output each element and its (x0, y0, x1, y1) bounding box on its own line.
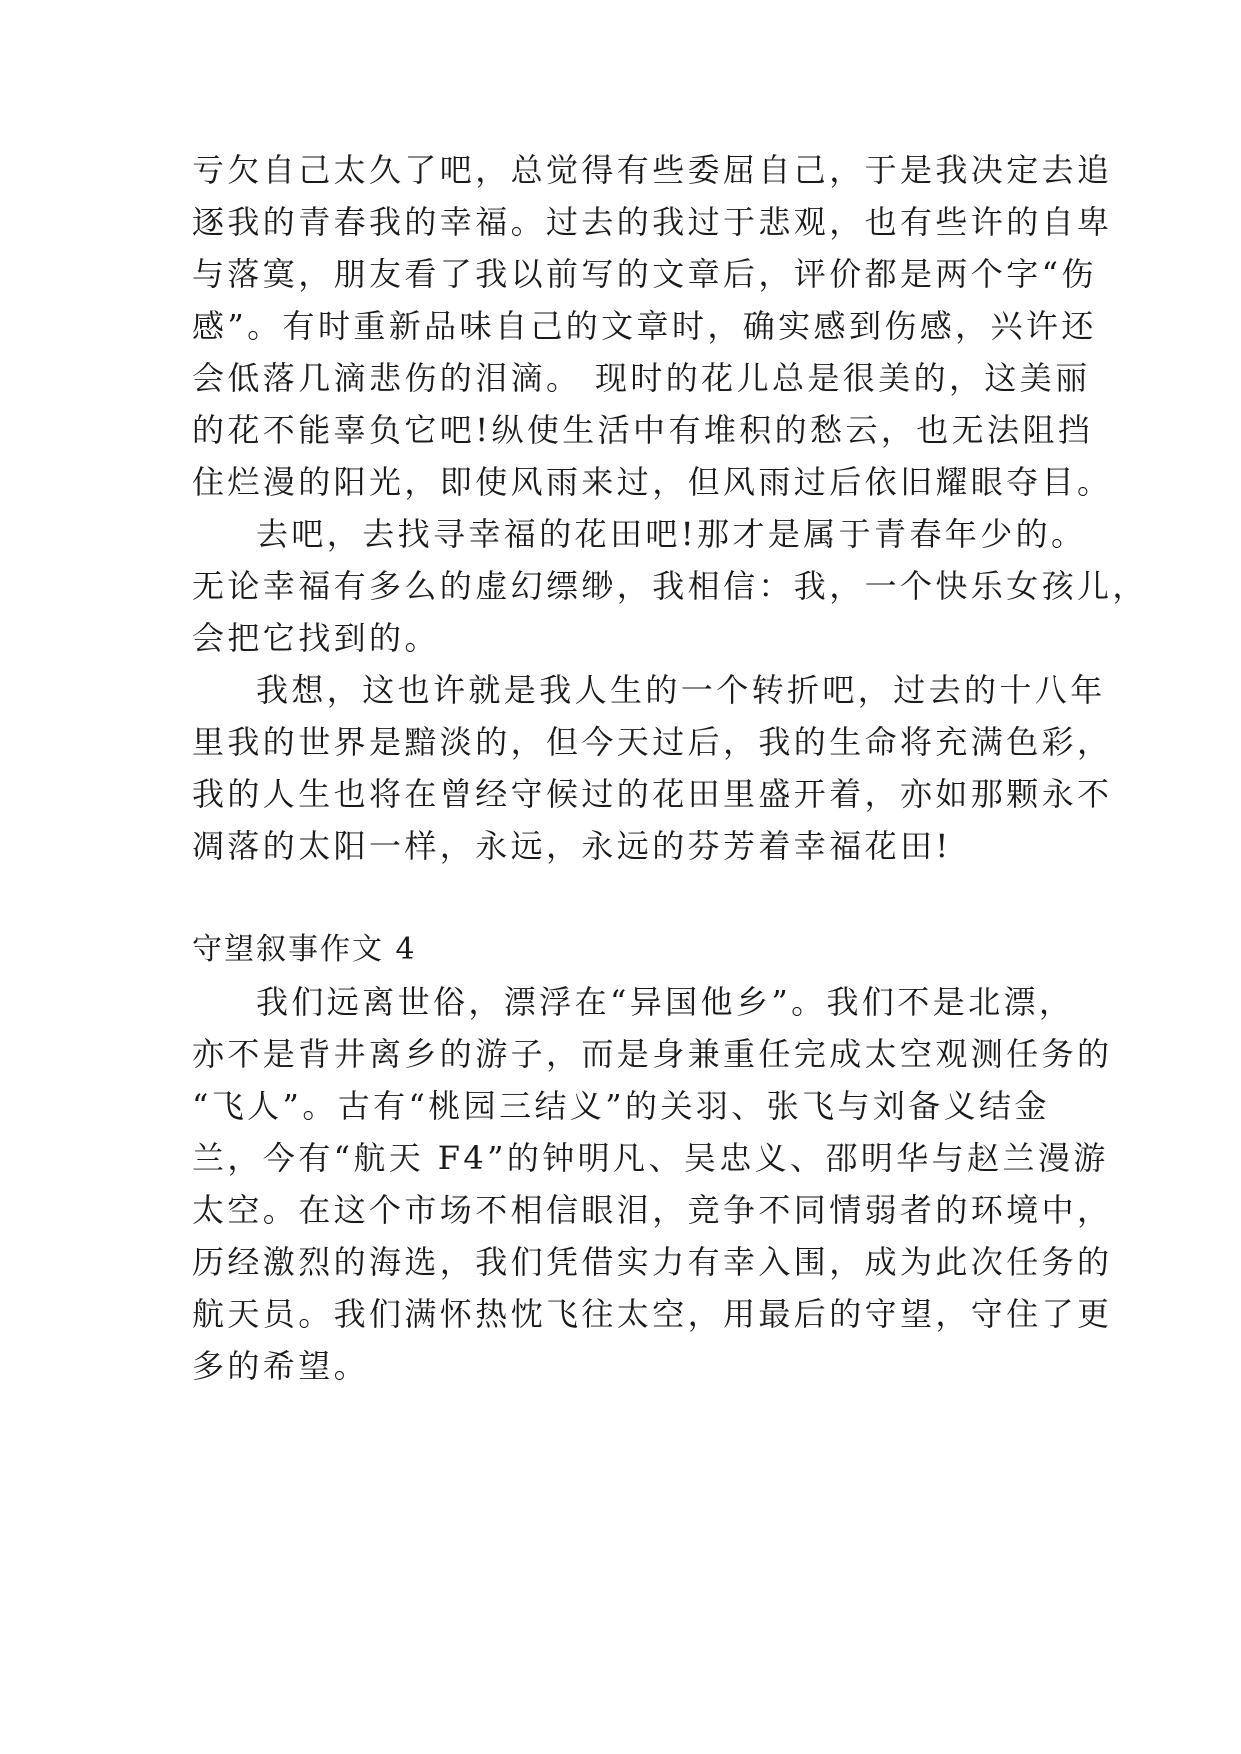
paragraph-1-line-1: 亏欠自己太久了吧，总觉得有些委屈自己，于是我决定去追 (192, 151, 1113, 189)
paragraph-4-line-6: 历经激烈的海选，我们凭借实力有幸入围，成为此次任务的 (192, 1243, 1113, 1281)
paragraph-4-line-5: 太空。在这个市场不相信眼泪，竞争不同情弱者的环境中， (192, 1191, 1113, 1229)
section-title: 守望叙事作文 4 (192, 932, 417, 967)
paragraph-2-line-3: 会把它找到的。 (192, 619, 440, 657)
paragraph-1-line-2: 逐我的青春我的幸福。过去的我过于悲观，也有些许的自卑 (192, 203, 1113, 241)
paragraph-1-line-6: 的花不能辜负它吧!纵使生活中有堆积的愁云，也无法阻挡 (192, 411, 1094, 449)
paragraph-4-line-1: 我们远离世俗，漂浮在“异国他乡”。我们不是北漂， (256, 983, 1075, 1021)
paragraph-2-line-1: 去吧，去找寻幸福的花田吧!那才是属于青春年少的。 (256, 515, 1087, 553)
paragraph-3-line-3: 我的人生也将在曾经守候过的花田里盛开着，亦如那颗永不 (192, 775, 1113, 813)
paragraph-4-line-4: 兰，今有“航天 F4”的钟明凡、吴忠义、邵明华与赵兰漫游 (192, 1139, 1109, 1177)
paragraph-2-line-2: 无论幸福有多么的虚幻缥缈，我相信：我，一个快乐女孩儿， (192, 567, 1148, 605)
paragraph-1-line-3: 与落寞，朋友看了我以前写的文章后，评价都是两个字“伤 (192, 255, 1097, 293)
paragraph-3-line-4: 凋落的太阳一样，永远，永远的芬芳着幸福花田! (192, 827, 952, 865)
paragraph-4-line-3: “飞人”。古有“桃园三结义”的关羽、张飞与刘备义结金 (192, 1087, 1050, 1125)
paragraph-4-line-2: 亦不是背井离乡的游子，而是身兼重任完成太空观测任务的 (192, 1035, 1113, 1073)
paragraph-3-line-2: 里我的世界是黯淡的，但今天过后，我的生命将充满色彩， (192, 723, 1113, 761)
paragraph-1-line-5: 会低落几滴悲伤的泪滴。 现时的花儿总是很美的，这美丽 (192, 359, 1091, 397)
paragraph-1-line-7: 住烂漫的阳光，即使风雨来过，但风雨过后依旧耀眼夺目。 (192, 463, 1113, 501)
paragraph-3-line-1: 我想，这也许就是我人生的一个转折吧，过去的十八年 (256, 671, 1106, 709)
paragraph-4-line-8: 多的希望。 (192, 1347, 370, 1385)
paragraph-1-line-4: 感”。有时重新品味自己的文章时，确实感到伤感，兴许还 (192, 307, 1097, 345)
paragraph-4-line-7: 航天员。我们满怀热忱飞往太空，用最后的守望，守住了更 (192, 1295, 1113, 1333)
